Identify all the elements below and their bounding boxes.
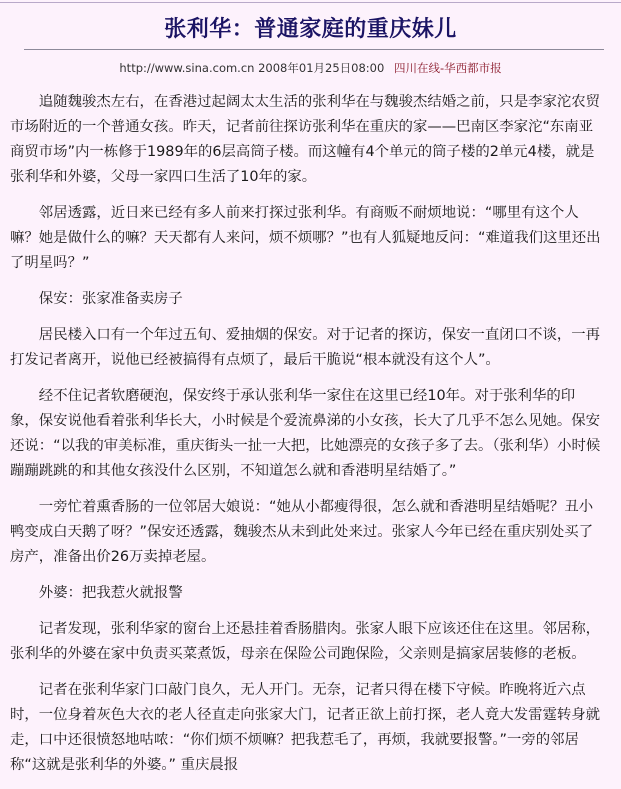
- section-subheading: 外婆：把我惹火就报警: [38, 585, 183, 601]
- paragraph: 一旁忙着熏香肠的一位邻居大娘说：“她从小都瘦得很，怎么就和香港明星结婚呢？丑小鸭变成白天鹅了呀？”保安还透露，魏骏杰从未到此处来过。张家人今年已经在重庆别处买了房产，准备出价26万卖掉老屋。: [10, 499, 594, 565]
- article-body: [10, 90, 602, 789]
- paragraph: 记者在张利华家门口敲门良久，无人开门。无奈，记者只得在楼下守候。昨晚将近六点时，一位身着灰色大衣的老人径直走向张家大门，记者正欲上前打探，老人竟大发雷霆转身就走，口中还很愤怒地咕哝：“你们烦不烦嘛？把我惹毛了，再烦，我就要报警。”一旁的邻居称“这就是张利华的外婆。” 重庆晨报: [10, 682, 601, 773]
- paragraph: 邻居透露，近日来已经有多人前来打探过张利华。有商贩不耐烦地说：“哪里有这个人嘛？她是做什么的嘛？天天都有人来问，烦不烦哪？”也有人狐疑地反问：“难道我们这里还出了明星吗？”: [10, 205, 601, 271]
- paragraph: 追随魏骏杰左右，在香港过起阔太太生活的张利华在与魏骏杰结婚之前，只是李家沱农贸市场附近的一个普通女孩。昨天，记者前往探访张利华在重庆的家——巴南区李家沱“东南亚商贸市场”内一栋修于1989年的6层高筒子楼。而这幢有4个单元的筒子楼的2单元4楼，就是张利华和外婆，父母一家四口生活了10年的家。: [10, 94, 601, 185]
- paragraph: 居民楼入口有一个年过五旬、爱抽烟的保安。对于记者的探访，保安一直闭口不谈，一再打发记者离开，说他已经被搞得有点烦了，最后干脆说“根本就没有这个人”。: [10, 327, 601, 368]
- section-subheading: 保安：张家准备卖房子: [38, 291, 183, 307]
- byline-datetime: 2008年01月25日08:00: [258, 61, 385, 75]
- article-title: 张利华：普通家庭的重庆妹儿: [164, 17, 457, 42]
- top-border-rule: [0, 2, 621, 3]
- byline: [0, 60, 621, 76]
- byline-url[interactable]: http://www.sina.com.cn: [119, 61, 255, 75]
- paragraph: 记者发现，张利华家的窗台上还悬挂着香肠腊肉。张家人眼下应该还住在这里。邻居称，张利华的外婆在家中负责买菜煮饭，母亲在保险公司跑保险，父亲则是搞家居装修的老板。: [10, 621, 601, 662]
- paragraph: 经不住记者软磨硬泡，保安终于承认张利华一家住在这里已经10年。对于张利华的印象，保安说他看着张利华长大，小时候是个爱流鼻涕的小女孩，长大了几乎不怎么见她。保安还说：“以我的审美标准，重庆街头一扯一大把，比她漂亮的女孩子多了去。（张利华）小时候蹦蹦跳跳的和其他女孩没什么区别，不知道怎么就和香港明星结婚了。”: [10, 388, 601, 479]
- byline-source-link[interactable]: 四川在线-华西都市报: [393, 61, 502, 75]
- title-divider: [24, 49, 604, 50]
